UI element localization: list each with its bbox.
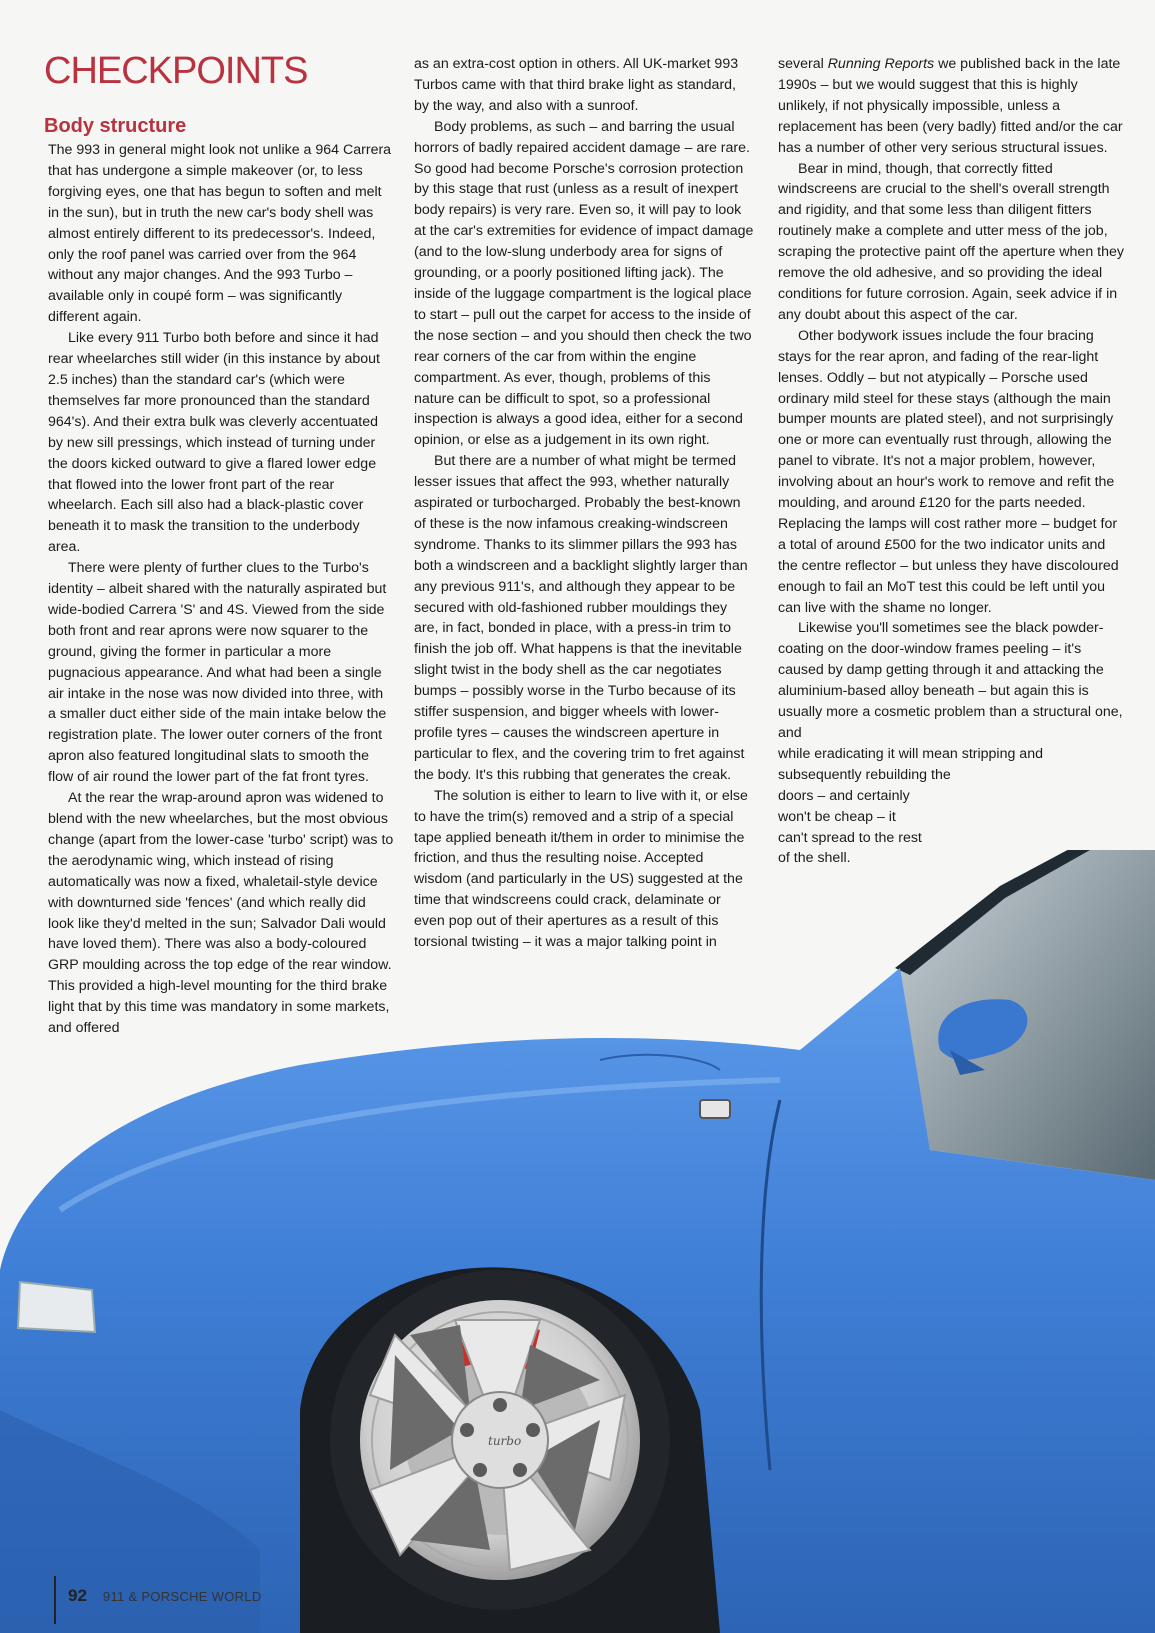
wheel-script: turbo <box>488 1434 522 1448</box>
publication-title: Running Reports <box>827 56 935 72</box>
paragraph <box>778 54 1128 159</box>
paragraph: The solution is either to learn to live with it, or else to have the trim(s) removed and a strip of a special tape applied beneath it/them in order to minimise the friction, and thus the resulting noise. Accepted wisdom (and particularly in the US) suggested at the time that windscreens could crack, delaminate or even pop out of their apertures as a result of this torsional twisting – it was a major talking point in <box>414 787 748 951</box>
text-run: several <box>778 56 828 72</box>
paragraph: Like every 911 Turbo both before and since it had rear wheelarches still wider (in this instance by about 2.5 inches) than the standard car's (which were themselves far more pronounced than the standard 964's). And their extra bulk was cleverly accentuated by new sill pressings, which instead of turning under the doors kicked outward to give a flared lower edge that flowed into the lower front part of the rear wheelarch. Each sill also had a black-plastic cover beneath it to mask the transition to the underbody area. <box>48 330 380 556</box>
side-indicator <box>700 1100 730 1118</box>
porsche-car-photo <box>0 850 1155 1633</box>
text-column-3 <box>778 54 1128 869</box>
car-window <box>900 850 1155 1180</box>
paragraph: The 993 in general might look not unlike a 964 Carrera that has undergone a simple makeover (or, to less forgiving eyes, one that has begun to soften and melt in the sun), but in truth the new car's body shell was almost entirely different to its predecessor's. Indeed, only the roof panel was carried over from the 964 without any major changes. And the 993 Turbo – available only in coupé form – was significantly different again. <box>48 142 392 326</box>
paragraph: Body problems, as such – and barring the usual horrors of badly repaired accident damage – are rare. So good had become Porsche's corrosion protection by this stage that rust (unless as a result of inexpert body repairs) is very rare. Even so, it will pay to look at the car's extremities for evidence of impact damage (and to the low-slung underbody area for signs of grounding, or a poorly positioned lifting jack). The inside of the luggage compartment is the logical place to start – pull out the carpet for access to the inside of the nose section – and you should then check the two rear corners of the car from within the engine compartment. As ever, though, problems of this nature can be difficult to spot, so a professional inspection is always a good idea, either for a second opinion, or else as a judgement in its own right. <box>414 118 754 449</box>
headlight <box>18 1282 95 1332</box>
paragraph: But there are a number of what might be termed lesser issues that affect the 993, whether naturally aspirated or turbocharged. Probably the best-known of these is the now infamous creaking-windscreen syndrome. Thanks to its slimmer pillars the 993 has both a windscreen and a backlight slightly larger than any previous 911's, and although they appear to be secured with old-fashioned rubber mouldings they are, in fact, bonded in place, with a press-in trim to finish the job off. What happens is that the inevitable slight twist in the body shell as the car negotiates bumps – possibly worse in the Turbo because of its stiffer suspension, and bigger wheels with lower-profile tyres – causes the windscreen aperture in particular to flex, and the covering trim to fret against the body. It's this rubbing that generates the creak. <box>414 453 748 783</box>
section-heading: CHECKPOINTS <box>44 50 308 92</box>
paragraph: as an extra-cost option in others. All UK-market 993 Turbos came with that third brake light as standard, by the way, and also with a sunroof. <box>414 56 739 114</box>
page-number: 92 <box>68 1586 87 1605</box>
text-run: Likewise you'll sometimes see the black powder-coating on the door-window frames peeling – it's caused by damp getting through it and attacking the aluminium-based alloy beneath – but again this is usually more a cosmetic problem than a structural one, and <box>778 620 1123 741</box>
paragraph <box>778 618 1128 743</box>
paragraph: Bear in mind, though, that correctly fitted windscreens are crucial to the shell's overall strength and rigidity, and that some less than diligent fitters routinely make a complete and utter mess of the job, scraping the protective paint off the aperture when they remove the old adhesive, and so providing the ideal conditions for future corrosion. Again, seek advice if in any doubt about this aspect of the car. <box>778 160 1124 323</box>
paragraph: At the rear the wrap-around apron was widened to blend with the new wheelarches, but the most obvious change (apart from the lower-case 'turbo' script) was to the aerodynamic wing, which instead of rising automatically was now a fixed, whaletail-style device with downturned side 'fences' (and which really did look like they'd melted in the sun; Salvador Dali would have loved them). There was also a body-coloured GRP moulding across the top edge of the rear window. This provided a high-level mounting for the third brake light that by this time was mandatory in some markets, and offered <box>48 790 394 1037</box>
paragraph: There were plenty of further clues to the Turbo's identity – albeit shared with the naturally aspirated but wide-bodied Carrera 'S' and 4S. Viewed from the side both front and rear aprons were now squarer to the ground, giving the former in particular a more pugnacious appearance. And what had been a single air intake in the nose was now divided into three, with a smaller duct either side of the main intake below the registration plate. The lower outer corners of the front apron also featured longitudinal slats to smooth the flow of air round the lower part of the fat front tyres. <box>48 560 387 786</box>
paragraph: Other bodywork issues include the four bracing stays for the rear apron, and fading of the rear-light lenses. Oddly – but not atypically – Porsche used ordinary mild steel for these stays (although the main bumper mounts are plated steel), and not surprisingly one or more can eventually rust through, allowing the panel to vibrate. It's not a major problem, however, involving about an hour's work to remove and refit the moulding, and around £120 for the parts needed. Replacing the lamps will cost rather more – budget for a total of around £500 for the two indicator units and the centre reflector – but unless they have discoloured enough to fail an MoT test this could be left until you can live with the shame no longer. <box>778 327 1119 616</box>
magazine-name: 911 & PORSCHE WORLD <box>102 1589 262 1604</box>
subheading: Body structure <box>44 115 187 137</box>
text-run: we published back in the late 1990s – but we would suggest that this is highly unlikely, if not physically impossible, unless a replacement has been (very badly) fitted and/or the car has a number of other very serious structural issues. <box>778 56 1123 156</box>
page-footer <box>54 1576 262 1624</box>
text-run: while eradicating it will mean stripping and subsequently rebuilding the <box>778 745 1043 783</box>
text-column-2 <box>414 54 754 953</box>
text-run: doors – and certainly won't be cheap – it can't spread to the rest of the shell. <box>778 787 922 867</box>
